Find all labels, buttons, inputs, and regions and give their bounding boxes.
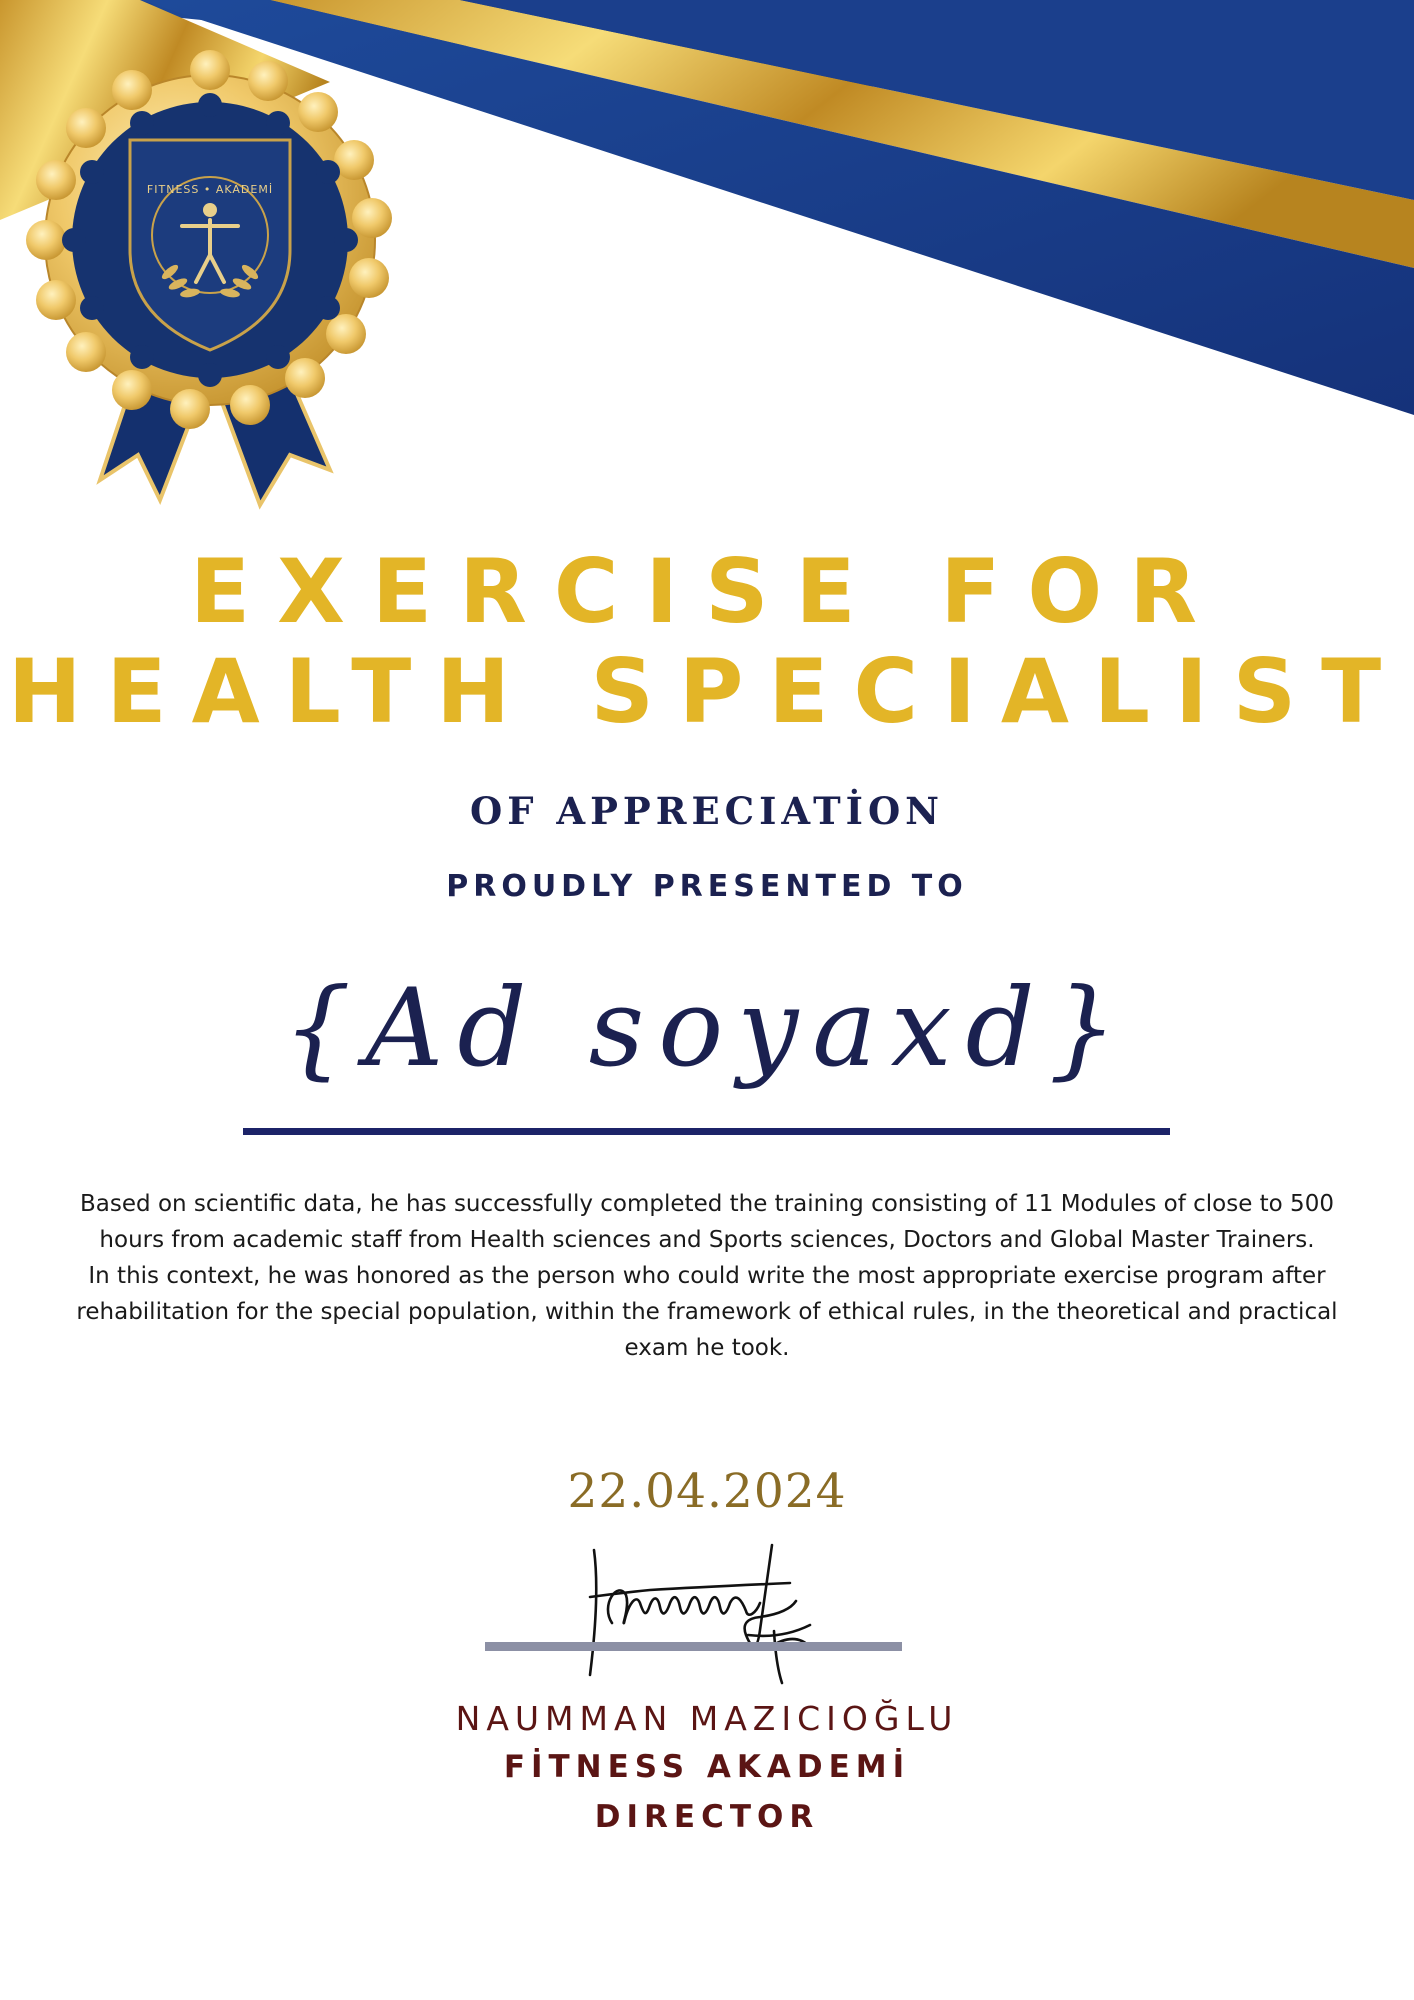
signer-name: NAUMMAN MAZICIOĞLU: [455, 1699, 959, 1738]
recipient-underline: [243, 1128, 1170, 1135]
certificate-title-line-1: EXERCISE FOR: [190, 540, 1224, 643]
handwritten-signature: [560, 1535, 850, 1685]
svg-text:FITNESS • AKADEMİ: FITNESS • AKADEMİ: [146, 183, 274, 196]
signer-organization: FİTNESS AKADEMİ: [503, 1749, 911, 1785]
certificate-body: [60, 1186, 1354, 1366]
certificate-title-line-2: HEALTH SPECIALIST: [7, 640, 1407, 743]
issue-date: 22.04.2024: [567, 1464, 847, 1519]
body-paragraph-1: Based on scientific data, he has successfully completed the training consisting of 11 Modules of close to 500 hours from academic staff from Health sciences and Sports sciences, Doctors and Global Master Trainers.: [80, 1191, 1334, 1253]
signature-line: [485, 1642, 902, 1651]
signer-role: DIRECTOR: [594, 1799, 820, 1835]
certificate-subtitle: OF APPRECIATİON: [469, 789, 944, 833]
recipient-name: {Ad soyaxd}: [282, 966, 1132, 1091]
seal-rosette-icon: [20, 50, 400, 520]
presented-to-label: PROUDLY PRESENTED TO: [446, 869, 968, 904]
body-paragraph-2: In this context, he was honored as the person who could write the most appropriate exercise program after rehabilitation for the special population, within the framework of ethical rules, in the theoretical and practical exam he took.: [76, 1263, 1338, 1361]
